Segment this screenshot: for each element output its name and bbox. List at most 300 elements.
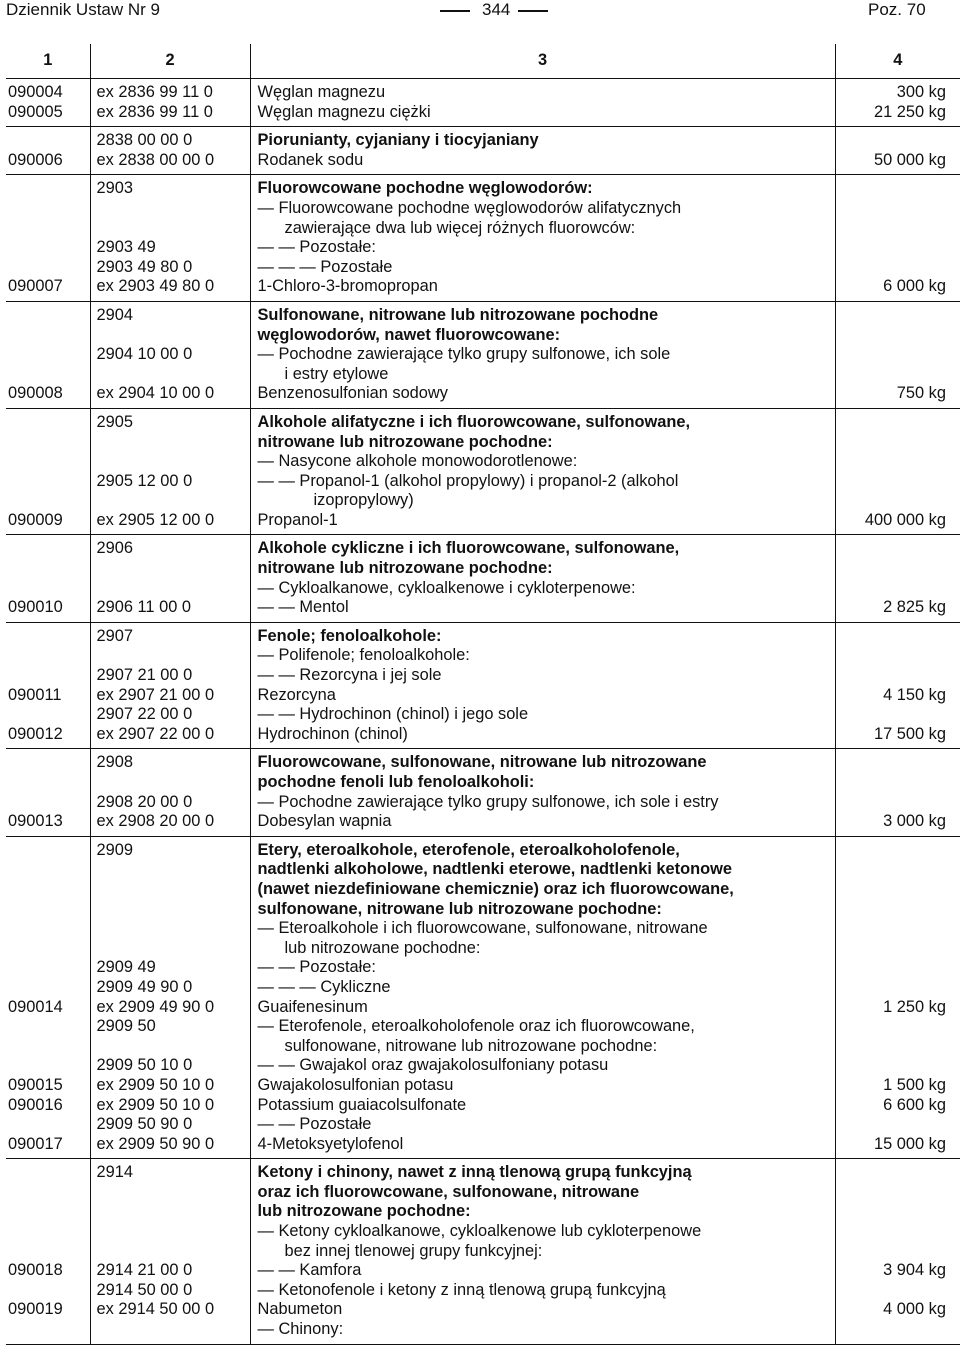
description-cell (250, 127, 835, 175)
quantity-line: 2 825 kg (883, 598, 946, 617)
cn-code-line: ex 2909 49 90 0 (96, 997, 215, 1016)
description-line: — — Pozostałe: (257, 238, 376, 257)
quantity-line: 21 250 kg (874, 102, 946, 121)
position-id-line: 090019 (8, 1300, 63, 1319)
position-id-line (8, 199, 90, 219)
quantity-line (836, 705, 947, 725)
quantity-line: 750 kg (896, 384, 946, 403)
quantity-line (836, 326, 947, 346)
position-id-cell (6, 301, 90, 408)
cn-code-line: 2909 50 (96, 1017, 156, 1036)
quantity-line (836, 345, 947, 365)
page-header (0, 0, 960, 22)
cn-code-line: ex 2836 99 11 0 (96, 102, 213, 121)
description-cell (250, 622, 835, 749)
quantity-line (836, 1320, 947, 1340)
position-id-line (8, 1242, 90, 1262)
quantity-line: 1 500 kg (883, 1075, 946, 1094)
position-id-line: 090008 (8, 384, 63, 403)
position-id-line (8, 1163, 90, 1183)
position-id-line: 090012 (8, 724, 63, 743)
description-line: Alkohole alifatyczne i ich fluorowcowane, sulfonowane, (257, 412, 691, 431)
position-id-line (8, 238, 90, 258)
cn-code-cell (90, 535, 250, 622)
quantity-line: 6 000 kg (883, 277, 946, 296)
description-line: — — — Pozostałe (257, 257, 393, 276)
cn-code-cell (90, 301, 250, 408)
description-line: oraz ich fluorowcowane, sulfonowane, nitrowane (257, 1182, 640, 1201)
position-id-line (8, 880, 90, 900)
journal-title: Dziennik Ustaw Nr 9 (6, 0, 160, 19)
table-row (6, 836, 960, 1159)
cn-code-line: 2904 (96, 305, 133, 324)
table-row (6, 408, 960, 535)
quantity-line (836, 1281, 947, 1301)
quantity-line (836, 841, 947, 861)
cn-code-cell (90, 408, 250, 535)
description-cell (250, 836, 835, 1159)
quantity-line (836, 900, 947, 920)
quantity-line: 3 904 kg (883, 1261, 946, 1280)
quantity-line (836, 1017, 947, 1037)
cn-code-line (97, 219, 250, 239)
position-id-cell (6, 836, 90, 1159)
column-header-1: 1 (6, 44, 90, 79)
description-line: — — Pozostałe (257, 1115, 372, 1134)
position-id-line (8, 579, 90, 599)
description-line: — Polifenole; fenoloalkohole: (257, 646, 470, 665)
description-line: pochodne fenoli lub fenoloalkoholi: (257, 773, 535, 791)
position-id-line (8, 491, 90, 511)
quantity-line (836, 793, 947, 813)
quantity-cell (835, 79, 960, 127)
cn-code-line: 2907 (96, 626, 133, 645)
quantity-line (836, 306, 947, 326)
table-row (6, 301, 960, 408)
position-id-line (8, 793, 90, 813)
table-row (6, 1159, 960, 1344)
table-body (6, 79, 960, 1345)
quantity-line (836, 646, 947, 666)
position-id-line: 090009 (8, 510, 63, 529)
quantity-cell (835, 836, 960, 1159)
quantity-line (836, 919, 947, 939)
cn-code-line (97, 646, 250, 666)
position-number: Poz. 70 (868, 0, 926, 19)
position-id-line (8, 326, 90, 346)
cn-code-line (97, 326, 250, 346)
quantity-line (836, 860, 947, 880)
cn-code-line: 2906 (96, 539, 133, 558)
cn-code-line: 2838 00 00 0 (96, 131, 193, 150)
position-id-line (8, 978, 90, 998)
cn-code-line: ex 2903 49 80 0 (96, 277, 215, 296)
cn-code-line (97, 939, 250, 959)
quantity-cell (835, 301, 960, 408)
quantity-line (836, 666, 947, 686)
description-line: — — Kamfora (257, 1261, 362, 1280)
page-number: 344 (482, 0, 511, 19)
cn-code-line: ex 2909 50 90 0 (96, 1134, 215, 1153)
position-id-line (8, 365, 90, 385)
position-id-cell (6, 622, 90, 749)
description-line: Rezorcyna (257, 685, 336, 704)
cn-code-line (97, 433, 250, 453)
position-id-line (8, 1017, 90, 1037)
table-row (6, 535, 960, 622)
position-id-line (8, 413, 90, 433)
description-line: — — Pozostałe: (257, 958, 376, 977)
quantity-line (836, 238, 947, 258)
cn-code-line: 2906 11 00 0 (96, 598, 191, 617)
description-line: (nawet niezdefiniowane chemicznie) oraz ich fluorowcowane, (257, 879, 734, 898)
position-id-line (8, 1183, 90, 1203)
cn-code-line (97, 491, 250, 511)
description-line: Fenole; fenoloalkohole: (257, 626, 442, 645)
position-id-line: 090006 (8, 150, 63, 169)
description-cell (250, 1159, 835, 1344)
quantity-line (836, 559, 947, 579)
description-line: Propanol-1 (257, 510, 338, 529)
cn-code-line: ex 2909 50 10 0 (96, 1075, 215, 1094)
description-line: lub nitrozowane pochodne: (284, 938, 481, 957)
description-line: Benzenosulfonian sodowy (257, 384, 448, 403)
description-line: lub nitrozowane pochodne: (257, 1202, 471, 1221)
cn-code-cell (90, 127, 250, 175)
description-line: nitrowane lub nitrozowane pochodne: (257, 559, 553, 578)
position-id-line (8, 1222, 90, 1242)
quantity-line (836, 219, 947, 239)
cn-code-line (97, 579, 250, 599)
position-id-line: 090016 (8, 1095, 63, 1114)
quantity-line (836, 1222, 947, 1242)
cn-code-cell (90, 749, 250, 836)
description-line: — — Rezorcyna i jej sole (257, 666, 442, 685)
quantity-line (836, 1242, 947, 1262)
position-id-line (8, 452, 90, 472)
position-id-line (8, 1320, 90, 1340)
description-line: i estry etylowe (284, 364, 389, 383)
description-line: — — Mentol (257, 598, 349, 617)
quantity-line: 6 600 kg (883, 1095, 946, 1114)
position-id-line: 090015 (8, 1075, 63, 1094)
cn-code-line: 2908 20 00 0 (96, 792, 193, 811)
cn-code-line (97, 199, 250, 219)
cn-code-line: 2907 21 00 0 (96, 666, 193, 685)
quantity-line (836, 433, 947, 453)
position-id-line (8, 773, 90, 793)
header-dash-left (440, 10, 470, 12)
cn-code-line: ex 2914 50 00 0 (96, 1300, 215, 1319)
description-line: sulfonowane, nitrowane lub nitrozowane pochodne: (284, 1036, 658, 1055)
description-line: — Pochodne zawierające tylko grupy sulfonowe, ich sole (257, 345, 671, 364)
position-id-line: 090005 (8, 102, 63, 121)
cn-code-cell (90, 79, 250, 127)
description-line: sulfonowane, nitrowane lub nitrozowane pochodne: (257, 899, 662, 918)
description-line: bez innej tlenowej grupy funkcyjnej: (284, 1241, 543, 1260)
quantity-line (836, 472, 947, 492)
quantity-line: 4 150 kg (883, 685, 946, 704)
position-id-cell (6, 175, 90, 302)
quantity-line: 50 000 kg (874, 150, 946, 169)
column-header-2: 2 (90, 44, 250, 79)
position-id-line: 090013 (8, 812, 63, 831)
position-id-line (8, 900, 90, 920)
cn-code-line: ex 2909 50 10 0 (96, 1095, 215, 1114)
description-line: Dobesylan wapnia (257, 812, 392, 831)
description-line: — Eterofenole, eteroalkoholofenole oraz ich fluorowcowane, (257, 1017, 695, 1036)
description-line: izopropylowy) (313, 491, 414, 510)
quantity-line (836, 539, 947, 559)
position-id-cell (6, 749, 90, 836)
position-id-line (8, 1056, 90, 1076)
quantity-line (836, 1115, 947, 1135)
description-line: Piorunianty, cyjaniany i tiocyjaniany (257, 131, 539, 150)
description-line: Sulfonowane, nitrowane lub nitrozowane pochodne (257, 305, 659, 324)
description-line: — Cykloalkanowe, cykloalkenowe i cykloterpenowe: (257, 578, 636, 597)
quantity-line (836, 1202, 947, 1222)
position-id-cell (6, 79, 90, 127)
cn-code-line: 2909 (96, 840, 133, 859)
description-line: — — Gwajakol oraz gwajakolosulfoniany potasu (257, 1056, 609, 1075)
quantity-cell (835, 127, 960, 175)
position-id-line: 090011 (8, 685, 62, 704)
position-id-line (8, 1115, 90, 1135)
substance-table (6, 44, 960, 1345)
position-id-line: 090010 (8, 598, 63, 617)
quantity-line: 300 kg (896, 83, 946, 101)
description-line: — Fluorowcowane pochodne węglowodorów alifatycznych (257, 198, 682, 217)
cn-code-line: 2914 (96, 1163, 133, 1182)
quantity-cell (835, 175, 960, 302)
description-line: — Eteroalkohole i ich fluorowcowane, sulfonowane, nitrowane (257, 919, 708, 938)
quantity-line (836, 753, 947, 773)
position-id-line (8, 559, 90, 579)
description-line: Hydrochinon (chinol) (257, 724, 408, 743)
quantity-line (836, 1183, 947, 1203)
cn-code-line (97, 860, 250, 880)
column-header-row (6, 44, 960, 79)
description-cell (250, 79, 835, 127)
description-line: Alkohole cykliczne i ich fluorowcowane, sulfonowane, (257, 539, 680, 558)
position-id-cell (6, 535, 90, 622)
cn-code-cell (90, 836, 250, 1159)
cn-code-line (97, 773, 250, 793)
description-line: Gwajakolosulfonian potasu (257, 1075, 454, 1094)
description-line: nadtlenki alkoholowe, nadtlenki eterowe, nadtlenki ketonowe (257, 860, 733, 879)
position-id-line (8, 1281, 90, 1301)
position-id-line (8, 753, 90, 773)
description-line: Etery, eteroalkohole, eterofenole, eteroalkoholofenole, (257, 840, 680, 859)
description-line: Fluorowcowane pochodne węglowodorów: (257, 179, 593, 198)
description-line: — Ketonofenole i ketony z inną tlenową grupą funkcyjną (257, 1280, 666, 1299)
position-id-line (8, 939, 90, 959)
quantity-line (836, 413, 947, 433)
description-line: Węglan magnezu ciężki (257, 102, 431, 121)
quantity-line (836, 978, 947, 998)
cn-code-line (97, 1320, 250, 1340)
cn-code-line (97, 880, 250, 900)
position-id-line (8, 627, 90, 647)
quantity-cell (835, 749, 960, 836)
description-cell (250, 301, 835, 408)
quantity-line (836, 1163, 947, 1183)
quantity-line (836, 199, 947, 219)
quantity-cell (835, 408, 960, 535)
position-id-cell (6, 127, 90, 175)
cn-code-line: ex 2907 22 00 0 (96, 724, 215, 743)
description-line: nitrowane lub nitrozowane pochodne: (257, 432, 553, 451)
cn-code-line: 2903 49 (96, 238, 156, 257)
position-id-line (8, 472, 90, 492)
description-line: — Nasycone alkohole monowodorotlenowe: (257, 452, 578, 471)
cn-code-line: 2909 50 10 0 (96, 1056, 193, 1075)
cn-code-cell (90, 175, 250, 302)
position-id-line (8, 860, 90, 880)
cn-code-cell (90, 622, 250, 749)
quantity-line (836, 627, 947, 647)
position-id-line (8, 1202, 90, 1222)
quantity-line (836, 491, 947, 511)
cn-code-line: ex 2905 12 00 0 (96, 510, 215, 529)
cn-code-line: ex 2907 21 00 0 (96, 685, 215, 704)
position-id-cell (6, 1159, 90, 1344)
cn-code-line: 2908 (96, 753, 133, 772)
cn-code-line: 2909 49 (96, 958, 156, 977)
position-id-line: 090014 (8, 997, 63, 1016)
position-id-line (8, 179, 90, 199)
quantity-line: 400 000 kg (864, 510, 946, 529)
position-id-line (8, 958, 90, 978)
quantity-line: 4 000 kg (883, 1300, 946, 1319)
quantity-line (836, 1037, 947, 1057)
quantity-line: 3 000 kg (883, 812, 946, 831)
quantity-line (836, 773, 947, 793)
cn-code-line: 2909 49 90 0 (96, 977, 193, 996)
cn-code-line: ex 2908 20 00 0 (96, 812, 215, 831)
description-line: 4-Metoksyetylofenol (257, 1134, 404, 1153)
description-line: — Pochodne zawierające tylko grupy sulfonowe, ich sole i estry (257, 792, 719, 811)
description-line: — Ketony cykloalkanowe, cykloalkenowe lub cykloterpenowe (257, 1222, 702, 1241)
cn-code-line: 2909 50 90 0 (96, 1115, 193, 1134)
header-dash-right (518, 10, 548, 12)
cn-code-line: 2903 49 80 0 (96, 257, 193, 276)
description-line: Rodanek sodu (257, 150, 364, 169)
quantity-line (836, 365, 947, 385)
description-cell (250, 749, 835, 836)
cn-code-line (97, 1222, 250, 1242)
cn-code-line (97, 1242, 250, 1262)
cn-code-line (97, 900, 250, 920)
quantity-line (836, 880, 947, 900)
description-line: — — Propanol-1 (alkohol propylowy) i propanol-2 (alkohol (257, 471, 679, 490)
position-id-line (8, 646, 90, 666)
cn-code-line (97, 1037, 250, 1057)
cn-code-line (97, 1202, 250, 1222)
description-line: węglowodorów, nawet fluorowcowane: (257, 325, 561, 344)
table-row (6, 622, 960, 749)
position-id-cell (6, 408, 90, 535)
cn-code-line (97, 559, 250, 579)
position-id-line (8, 841, 90, 861)
cn-code-line: 2903 (96, 179, 133, 198)
cn-code-line: 2907 22 00 0 (96, 705, 193, 724)
position-id-line (8, 705, 90, 725)
quantity-line: 17 500 kg (874, 724, 946, 743)
quantity-line (836, 131, 947, 151)
quantity-line (836, 579, 947, 599)
cn-code-cell (90, 1159, 250, 1344)
quantity-line (836, 258, 947, 278)
quantity-line (836, 179, 947, 199)
description-line: — — — Cykliczne (257, 977, 391, 996)
description-line: — — Hydrochinon (chinol) i jego sole (257, 705, 529, 724)
position-id-line (8, 919, 90, 939)
quantity-line (836, 1056, 947, 1076)
cn-code-line: 2914 50 00 0 (96, 1280, 193, 1299)
column-header-3: 3 (250, 44, 835, 79)
description-cell (250, 535, 835, 622)
cn-code-line: ex 2838 00 00 0 (96, 150, 215, 169)
description-line: Guaifenesinum (257, 997, 368, 1016)
cn-code-line (97, 365, 250, 385)
position-id-line: 090007 (8, 277, 63, 296)
cn-code-line: 2904 10 00 0 (96, 345, 193, 364)
description-cell (250, 175, 835, 302)
description-line: zawierające dwa lub więcej różnych fluorowców: (284, 218, 636, 237)
quantity-line: 15 000 kg (874, 1134, 946, 1153)
position-id-line: 090017 (8, 1134, 63, 1153)
description-line: — Chinony: (257, 1320, 344, 1339)
position-id-line (8, 258, 90, 278)
description-line: Węglan magnezu (257, 83, 386, 101)
quantity-line (836, 452, 947, 472)
quantity-line (836, 958, 947, 978)
column-header-4: 4 (835, 44, 960, 79)
description-line: Ketony i chinony, nawet z inną tlenową grupą funkcyjną (257, 1163, 692, 1182)
table-row (6, 175, 960, 302)
cn-code-line: 2914 21 00 0 (96, 1261, 193, 1280)
quantity-line: 1 250 kg (883, 997, 946, 1016)
cn-code-line: ex 2904 10 00 0 (96, 384, 215, 403)
quantity-cell (835, 1159, 960, 1344)
position-id-line (8, 539, 90, 559)
position-id-line (8, 666, 90, 686)
cn-code-line: ex 2836 99 11 0 (96, 83, 213, 101)
description-line: 1-Chloro-3-bromopropan (257, 277, 438, 296)
position-id-line (8, 433, 90, 453)
quantity-cell (835, 535, 960, 622)
position-id-line (8, 1037, 90, 1057)
description-line: Fluorowcowane, sulfonowane, nitrowane lub nitrozowane (257, 753, 707, 772)
position-id-line: 090004 (8, 83, 63, 101)
position-id-line (8, 306, 90, 326)
cn-code-line: 2905 12 00 0 (96, 471, 193, 490)
table-row (6, 79, 960, 127)
quantity-cell (835, 622, 960, 749)
cn-code-line (97, 452, 250, 472)
cn-code-line: 2905 (96, 412, 133, 431)
position-id-line: 090018 (8, 1261, 63, 1280)
description-line: Potassium guaiacolsulfonate (257, 1095, 467, 1114)
description-cell (250, 408, 835, 535)
cn-code-line (97, 1183, 250, 1203)
description-line: Nabumeton (257, 1300, 343, 1319)
cn-code-line (97, 919, 250, 939)
table-row (6, 749, 960, 836)
position-id-line (8, 219, 90, 239)
position-id-line (8, 345, 90, 365)
